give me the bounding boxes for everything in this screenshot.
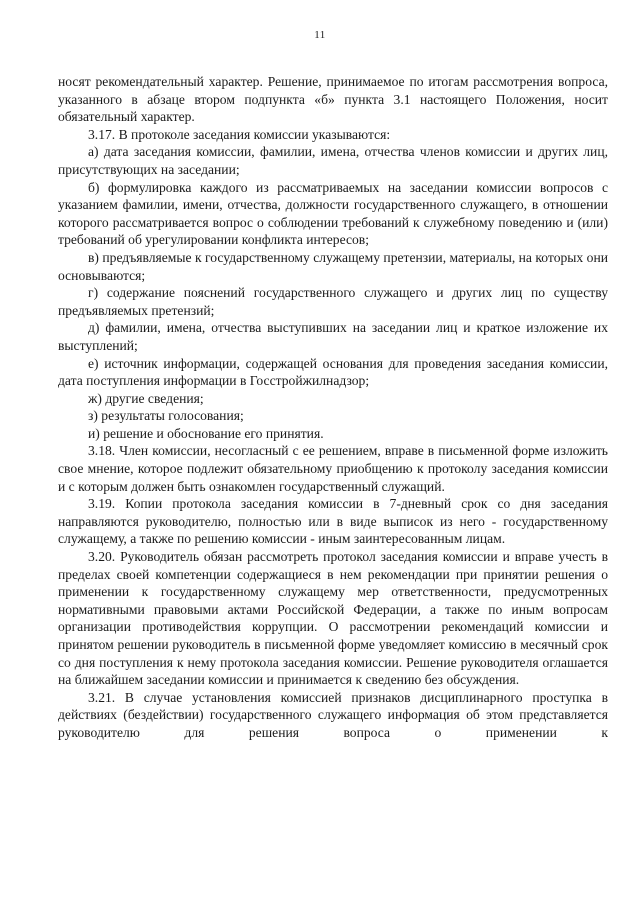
paragraph-3-17: 3.17. В протоколе заседания комиссии указываются: [88,126,391,142]
paragraph-3-18: 3.18. Член комиссии, несогласный с ее решением, вправе в письменной форме изложить свое мнение, которое подлежит обязательному приобщению к протоколу заседания комиссии и с которым должен быть ознакомлен государственный служащий. [58,443,608,494]
document-body [58,73,608,742]
list-item-g: г) содержание пояснений государственного служащего и других лиц по существу предъявляемых претензий; [58,285,608,318]
list-item-i: и) решение и обоснование его принятия. [88,425,324,441]
list-item-e: е) источник информации, содержащей основания для проведения заседания комиссии, дата поступления информации в Госстройжилнадзор; [58,355,608,389]
list-item-a: а) дата заседания комиссии, фамилии, имена, отчества членов комиссии и других лиц, присутствующих на заседании; [58,144,608,177]
paragraph-continuation: носят рекомендательный характер. Решение, принимаемое по итогам рассмотрения вопроса, указанного в абзаце втором подпункта «б» пункта 3.1 настоящего Положения, носит обязательный характер. [58,74,608,125]
list-item-b: б) формулировка каждого из рассматриваемых на заседании комиссии вопросов с указанием фамилии, имени, отчества, должности государственного служащего, в отношении которого рассматривается вопрос о соблюдении требований к служебному поведению и (или) требований об урегулировании конфликта интересов; [58,179,608,248]
list-item-zh: ж) другие сведения; [88,390,204,406]
page-number: 11 [314,29,326,41]
list-item-d: д) фамилии, имена, отчества выступивших на заседании лиц и краткое изложение их выступлений; [58,320,608,353]
paragraph-3-21: 3.21. В случае установления комиссией признаков дисциплинарного проступка в действиях (бездействии) государственного служащего информация об этом представляется руководителю для решения вопроса о применении к [58,689,608,740]
paragraph-3-20: 3.20. Руководитель обязан рассмотреть протокол заседания комиссии и вправе учесть в пределах своей компетенции содержащиеся в нем рекомендации при принятии решения о применении к государственному служащему мер ответственности, предусмотренных нормативными правовыми актами Российской Федерации, а также по иным вопросам организации противодействия коррупции. О рассмотрении рекомендаций комиссии и принятом решении руководитель в письменной форме уведомляет комиссию в месячный срок со дня поступления к нему протокола заседания комиссии. Решение руководителя оглашается на ближайшем заседании комиссии и принимается к сведению без обсуждения. [58,549,608,688]
paragraph-3-19: 3.19. Копии протокола заседания комиссии в 7-дневный срок со дня заседания направляются руководителю, полностью или в виде выписок из него - государственному служащему, а также по решению комиссии - иным заинтересованным лицам. [58,496,608,547]
list-item-z: з) результаты голосования; [88,408,244,424]
list-item-v: в) предъявляемые к государственному служащему претензии, материалы, на которых они основываются; [58,249,608,283]
